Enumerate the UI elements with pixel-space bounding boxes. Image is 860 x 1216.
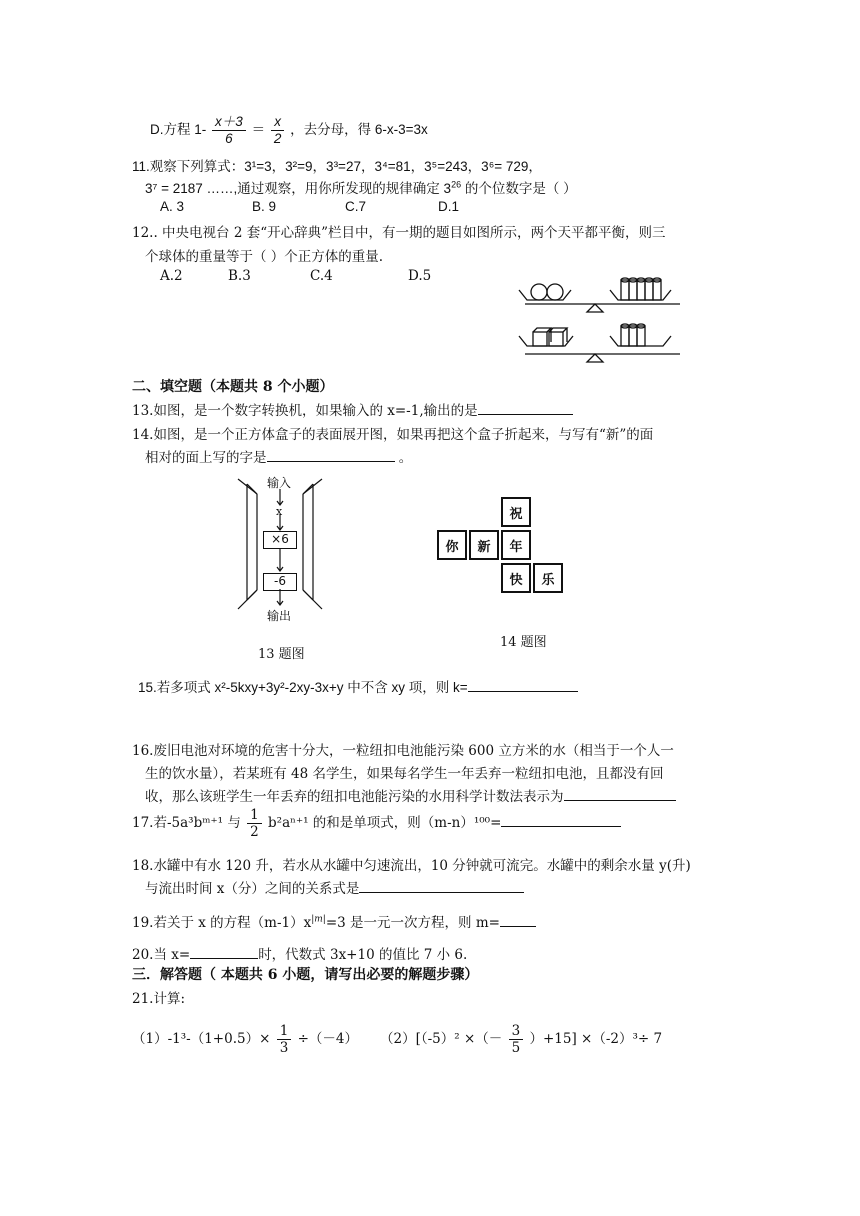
net-cell-le: 乐 xyxy=(533,563,563,593)
fraction-1 xyxy=(212,114,246,147)
q19 xyxy=(132,911,536,931)
q19-answer-blank[interactable] xyxy=(500,926,536,927)
q16-line2: 生的饮水量），若某班有 48 名学生，如果每名学生一年丢弃一粒纽扣电池，且都没有回 xyxy=(145,766,664,782)
q13 xyxy=(132,399,573,419)
fig13-caption: 13 题图 xyxy=(258,647,305,662)
section3-heading: 三．解答题（ 本题共 6 小题，请写出必要的解题步骤） xyxy=(132,967,479,983)
q18-answer-blank[interactable] xyxy=(359,892,524,893)
q12-option-d: D.5 xyxy=(408,268,432,284)
q11-line2-a: 3⁷ = 2187 ……,通过观察，用你所发现的规律确定 3 xyxy=(145,181,452,196)
q16-answer-blank[interactable] xyxy=(564,800,676,801)
q12-option-a: A.2 xyxy=(160,268,183,284)
q20-answer-blank[interactable] xyxy=(190,958,258,959)
q13-answer-blank[interactable] xyxy=(478,414,573,415)
q16-line3 xyxy=(145,785,676,805)
q17 xyxy=(132,807,621,840)
q17-prefix: 17.若-5a³bᵐ⁺¹ 与 xyxy=(132,815,241,831)
q21-part1 xyxy=(132,1023,358,1056)
q21-p2-a: （2）[（-5）² ×（－ xyxy=(380,1031,503,1047)
frac1-num: x＋3 xyxy=(212,114,246,131)
q15-text: 15.若多项式 x²-5kxy+3y²-2xy-3x+y 中不含 xy 项，则 k= xyxy=(138,680,468,695)
q12-line1: 12.. 中央电视台 2 套“开心辞典”栏目中，有一期的题目如图所示，两个天平都平衡，则三 xyxy=(132,225,666,241)
q20-prefix: 20.当 x= xyxy=(132,947,191,963)
q21-p2-b: ）+15] ×（-2）³÷ 7 xyxy=(529,1031,663,1047)
q12-option-c: C.4 xyxy=(310,268,333,284)
q18-line1: 18.水罐中有水 120 升，若水从水罐中匀速流出，10 分钟就可流完。水罐中的剩余水量 y(升) xyxy=(132,858,691,874)
q17-suffix: b²aⁿ⁺¹ 的和是单项式，则（m-n）¹⁰⁰= xyxy=(268,815,502,831)
q11-line1: 11.观察下列算式：3¹=3，3²=9，3³=27，3⁴=81，3⁵=243，3⁶= 729， xyxy=(132,159,542,174)
fraction-2 xyxy=(271,114,285,147)
net-cell-ni: 你 xyxy=(437,530,467,560)
q14-answer-blank[interactable] xyxy=(267,461,395,462)
q11-option-d: D.1 xyxy=(438,199,460,214)
q17-fraction xyxy=(247,807,262,840)
balance-scales-figure xyxy=(515,268,695,368)
q17-frac-num: 1 xyxy=(247,807,262,824)
q18-text: 与流出时间 x（分）之间的关系式是 xyxy=(145,881,360,897)
q21-p2-den: 5 xyxy=(511,1040,521,1056)
q19-suffix: =3 是一元一次方程，则 m= xyxy=(325,915,500,931)
frac2-num: x xyxy=(271,114,285,131)
q11-sup: 26 xyxy=(451,179,462,190)
net-cell-zhu: 祝 xyxy=(501,497,531,527)
q17-answer-blank[interactable] xyxy=(501,826,621,827)
q21-p1-fraction xyxy=(277,1023,292,1056)
net-cell-xin: 新 xyxy=(469,530,499,560)
q19-sup: |m| xyxy=(311,914,326,925)
q10d-suffix: ，去分母，得 6-x-3=3x xyxy=(290,122,428,138)
q18-line2 xyxy=(145,877,524,897)
q14-line1: 14.如图，是一个正方体盒子的表面展开图，如果再把这个盒子折起来，与写有“新”的面 xyxy=(132,427,654,443)
machine-minus6-box: -6 xyxy=(263,573,297,591)
q14-end: 。 xyxy=(398,450,413,466)
q15 xyxy=(138,676,578,696)
q11-option-c: C.7 xyxy=(345,199,367,214)
q11-option-b: B. 9 xyxy=(252,199,277,214)
q11-line2-b: 的个位数字是（ ） xyxy=(461,181,577,196)
q19-prefix: 19.若关于 x 的方程（m-1）x xyxy=(132,915,312,931)
net-cell-kuai: 快 xyxy=(501,563,531,593)
q10-option-d xyxy=(150,114,428,147)
q21-p1-a: （1）-1³-（1+0.5）× xyxy=(132,1031,271,1047)
frac1-den: 6 xyxy=(225,131,233,146)
q15-answer-blank[interactable] xyxy=(468,691,578,692)
machine-x-label: x xyxy=(276,505,283,518)
machine-times6-box: ×6 xyxy=(263,531,297,549)
q17-frac-den: 2 xyxy=(250,824,259,840)
q11-option-a: A. 3 xyxy=(160,199,185,214)
q21-p1-b: ÷（－4） xyxy=(297,1031,358,1047)
section2-heading: 二、填空题（本题共 8 个小题） xyxy=(132,379,334,395)
q21-p2-num: 3 xyxy=(509,1023,524,1040)
q14-line2 xyxy=(145,446,412,466)
frac2-den: 2 xyxy=(273,131,282,146)
net-cell-nian: 年 xyxy=(501,530,531,560)
q13-text: 13.如图，是一个数字转换机，如果输入的 x=-1,输出的是 xyxy=(132,403,478,419)
q21-p1-den: 3 xyxy=(279,1040,289,1056)
q10d-eq: ＝ xyxy=(251,122,266,138)
q16-line1: 16.废旧电池对环境的危害十分大，一粒纽扣电池能污染 600 立方米的水（相当于一个人一 xyxy=(132,743,674,759)
q16-text: 收，那么该班学生一年丢弃的纽扣电池能污染的水用科学计数法表示为 xyxy=(145,789,564,805)
q21-p2-fraction xyxy=(509,1023,524,1056)
q21-p1-num: 1 xyxy=(277,1023,292,1040)
machine-input-label: 输入 xyxy=(267,476,292,490)
q12-option-b: B.3 xyxy=(228,268,251,284)
machine-output-label: 输出 xyxy=(267,609,292,623)
q21-part2 xyxy=(380,1023,662,1056)
q21-title: 21.计算: xyxy=(132,991,186,1007)
fig14-caption: 14 题图 xyxy=(500,635,547,650)
q20 xyxy=(132,943,467,963)
q12-line2: 个球体的重量等于（ ）个正方体的重量. xyxy=(145,249,384,265)
q10d-prefix: D.方程 1- xyxy=(150,122,207,138)
q20-suffix: 时，代数式 3x+10 的值比 7 小 6. xyxy=(258,947,468,963)
q14-text: 相对的面上写的字是 xyxy=(145,450,267,466)
q11-line2 xyxy=(145,177,577,197)
